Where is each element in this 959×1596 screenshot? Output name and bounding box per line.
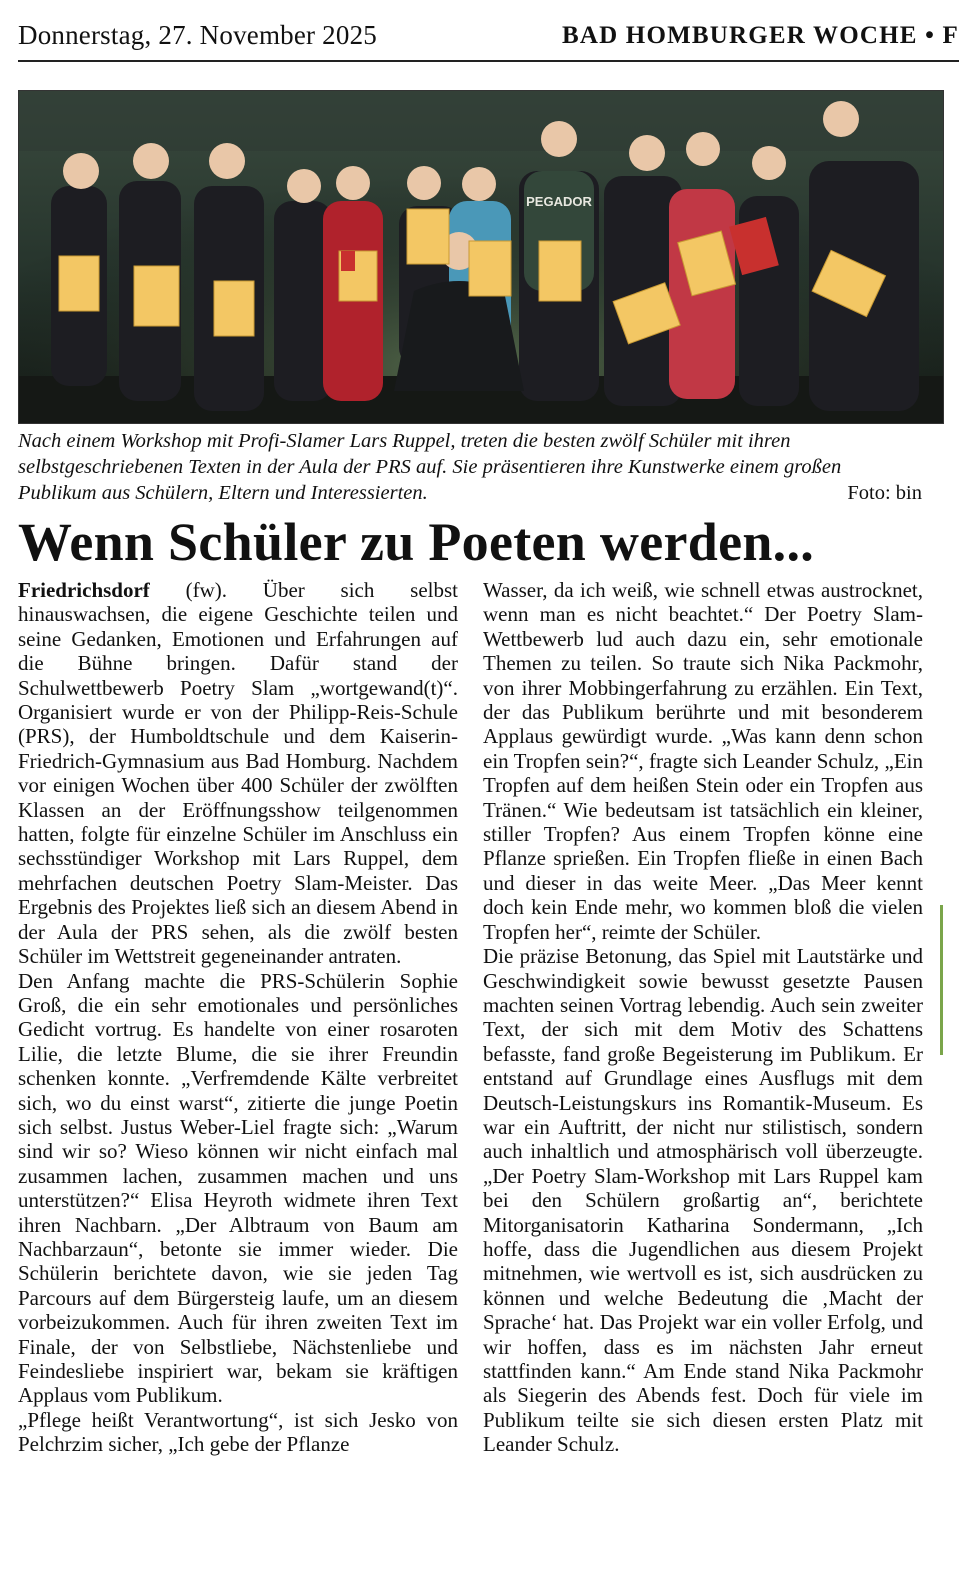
issue-date: Donnerstag, 27. November 2025 <box>18 20 377 50</box>
caption-text: Nach einem Workshop mit Profi-Slamer Lars Ruppel, treten die besten zwölf Schüler mit ihren selbstgeschriebenen Texten in der Aula der PRS auf. Sie präsentieren ihre Kunstwerke einem großen Publikum aus Schülern, Eltern und Interessierten. <box>18 430 842 504</box>
article-column-left <box>18 578 458 1457</box>
margin-marker <box>940 905 943 1055</box>
paragraph: Den Anfang machte die PRS-Schülerin Sophie Groß, die ein sehr emotionales und persönliches Gedicht vortrug. Es handelte von einer rosaroten Lilie, die letzte Blume, die sie ihrer Freundin schenken konnte. „Verfremdende Kälte verbreitet sich, wo du einst warst“, zitierte die junge Poetin sich selbst. Justus Weber-Liel fragte sich: „Warum sind wir so? Wieso können wir nicht einfach mal zusammen lachen, zusammen machen und uns unterstützen?“ Elisa Heyroth widmete ihren Text ihren Nachbarn. „Der Albtraum von Baum am Nachbarzaun“, betonte sie immer wieder. Die Schülerin berichtete davon, wie sie jeden Tag Parcours auf dem Bürgersteig laufe, um an diesem vorbeizukommen. Auch für ihren zweiten Text im Finale, der von Selbstliebe, Nächstenliebe und Feindesliebe inspiriert war, bekam sie kräftigen Applaus vom Publikum. <box>18 968 458 1408</box>
publication-name: BAD HOMBURGER WOCHE • F <box>561 22 959 49</box>
dateline: Friedrichsdorf <box>18 578 150 602</box>
svg-text:PEGADOR: PEGADOR <box>526 194 592 209</box>
article-column-right <box>483 578 923 1457</box>
paragraph: „Pflege heißt Verantwortung“, ist sich Jesko von Pelchrzim sicher, „Ich gebe der Pflanze <box>18 1407 458 1457</box>
paragraph <box>18 578 458 969</box>
group-photo <box>18 90 944 424</box>
article-headline: Wenn Schüler zu Poeten werden... <box>18 512 815 572</box>
page-header <box>18 14 959 62</box>
photo-credit: Foto: bin <box>847 482 922 504</box>
paragraph: Die präzise Betonung, das Spiel mit Lautstärke und Geschwindigkeit sowie bewusst gesetzte Pausen machten seinen Vortrag lebendig. Auch sein zweiter Text, der sich mit dem Motiv des Schattens befasste, fand große Begeisterung im Publikum. Er entstand auf Grundlage eines Ausflugs mit dem Deutsch-Leistungskurs ins Romantik-Museum. Es war ein Auftritt, der nicht nur stilistisch, sondern auch inhaltlich und atmosphärisch voll überzeugte. „Der Poetry Slam-Workshop mit Lars Ruppel kam bei den Schülern großartig an“, berichtete Mitorganisatorin Katharina Sondermann, „Ich hoffe, dass die Jugendlichen aus diesem Projekt mitnehmen, wie wertvoll es ist, sich ausdrücken zu können und welche Bedeutung die ‚Macht der Sprache‘ hat. Das Projekt war ein voller Erfolg, und wir hoffen, dass es im nächsten Jahr erneut stattfinden kann.“ Am Ende stand Nika Packmohr als Siegerin des Abends fest. Doch für viele im Publikum teilte sie sich diesen ersten Platz mit Leander Schulz. <box>483 944 923 1457</box>
paragraph-text: (fw). Über sich selbst hinauswachsen, die eigene Geschichte teilen und seine Gedanken, Emotionen und Erfahrungen auf die Bühne bringen. Dafür stand der Schulwettbewerb Poetry Slam „wortgewand(t)“. Organisiert wurde er von der Philipp-Reis-Schule (PRS), der Humboldtschule und dem Kaiserin-Friedrich-Gymnasium aus Bad Homburg. Nachdem vor einigen Wochen über 400 Schüler der zwölften Klassen an der Eröffnungsshow teilgenommen hatten, folgte für einzelne Schüler im Anschluss ein sechsstündiger Workshop mit Lars Ruppel, dem mehrfachen deutschen Poetry Slam-Meister. Das Ergebnis des Projektes ließ sich an diesem Abend in der Aula der PRS sehen, als die zwölf besten Schüler im Wettstreit gegeneinander antraten. <box>18 578 458 969</box>
paragraph: Wasser, da ich weiß, wie schnell etwas austrocknet, wenn man es nicht beachtet.“ Der Poetry Slam-Wettbewerb lud auch dazu ein, sehr emotionale Themen zu teilen. So traute sich Nika Packmohr, von ihrer Mobbingerfahrung zu erzählen. Ein Text, der das Publikum berührte und mit besonderem Applaus gewürdigt wurde. „Was kann denn schon ein Tropfen sein?“, fragte sich Leander Schulz, „Ein Tropfen auf dem heißen Stein oder ein Tropfen aus Tränen.“ Wie bedeutsam ist tatsächlich ein kleiner, stiller Tropfen? Aus einem Tropfen könne eine Pflanze sprießen. Ein Tropfen fließe in einen Bach und dieser in das weite Meer. „Das Meer kennt doch kein Ende mehr, wo kommen bloß die vielen Tropfen her“, reimte der Schüler. <box>483 578 923 944</box>
photo-caption <box>18 428 922 506</box>
